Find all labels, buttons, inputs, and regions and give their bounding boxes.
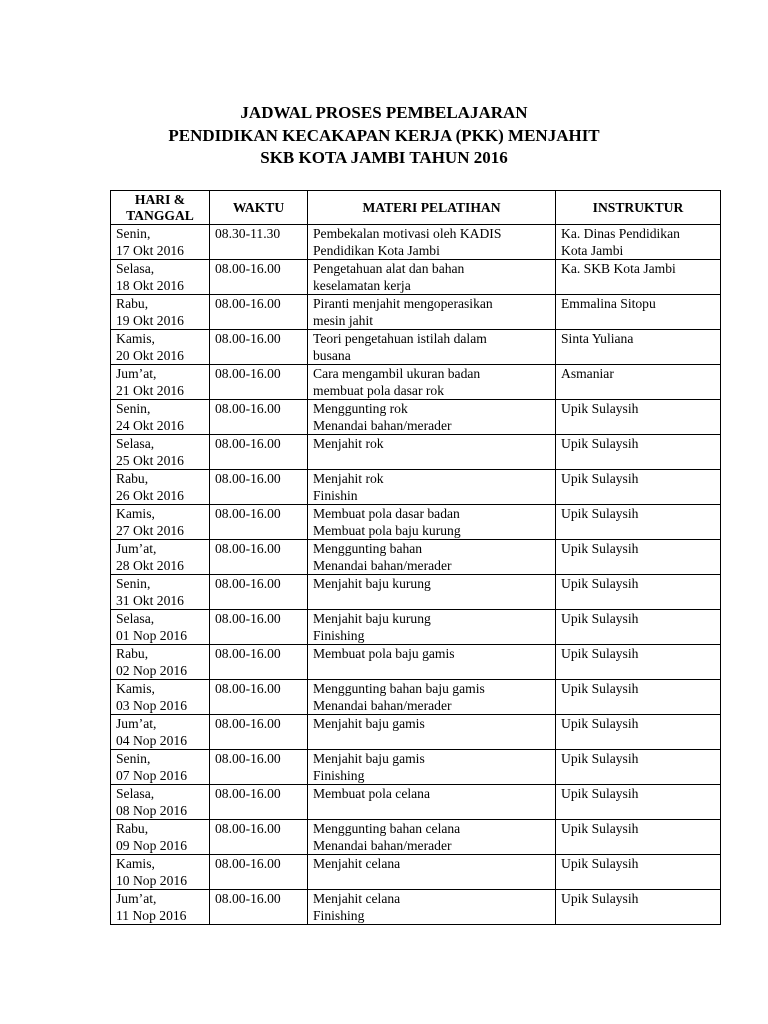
table-row — [111, 750, 721, 785]
instructor-cell — [556, 505, 721, 540]
material-cell — [308, 715, 556, 750]
material-line-2: Menandai bahan/merader — [313, 558, 452, 573]
document-title — [0, 102, 768, 170]
day-date: 20 Okt 2016 — [116, 348, 184, 363]
instructor-cell — [556, 400, 721, 435]
day-date: 09 Nop 2016 — [116, 838, 187, 853]
material-line-1: Pengetahuan alat dan bahan — [313, 261, 465, 276]
day-date: 11 Nop 2016 — [116, 908, 187, 923]
instructor-line-1: Upik Sulaysih — [561, 576, 639, 591]
material-line-1: Menjahit rok — [313, 471, 384, 486]
material-cell — [308, 295, 556, 330]
instructor-line-1: Upik Sulaysih — [561, 471, 639, 486]
material-line-1: Menjahit rok — [313, 436, 384, 451]
instructor-cell — [556, 610, 721, 645]
material-cell — [308, 750, 556, 785]
time-text: 08.00-16.00 — [215, 681, 281, 696]
instructor-line-1: Upik Sulaysih — [561, 436, 639, 451]
day-date: 04 Nop 2016 — [116, 733, 187, 748]
instructor-cell — [556, 680, 721, 715]
instructor-line-1: Upik Sulaysih — [561, 506, 639, 521]
time-cell — [210, 610, 308, 645]
header-time: WAKTU — [210, 191, 308, 225]
day-name: Jum’at, — [116, 891, 157, 906]
time-text: 08.00-16.00 — [215, 366, 281, 381]
day-cell — [111, 435, 210, 470]
material-line-2: keselamatan kerja — [313, 278, 411, 293]
instructor-line-1: Upik Sulaysih — [561, 716, 639, 731]
material-line-1: Menjahit celana — [313, 856, 401, 871]
day-date: 27 Okt 2016 — [116, 523, 184, 538]
instructor-cell — [556, 575, 721, 610]
material-line-1: Menjahit baju kurung — [313, 611, 431, 626]
day-name: Senin, — [116, 751, 151, 766]
time-text: 08.00-16.00 — [215, 576, 281, 591]
time-text: 08.00-16.00 — [215, 506, 281, 521]
day-cell — [111, 575, 210, 610]
time-text: 08.00-16.00 — [215, 471, 281, 486]
instructor-line-1: Emmalina Sitopu — [561, 296, 656, 311]
material-line-2: mesin jahit — [313, 313, 374, 328]
day-name: Kamis, — [116, 856, 155, 871]
day-date: 03 Nop 2016 — [116, 698, 187, 713]
time-cell — [210, 645, 308, 680]
day-date: 02 Nop 2016 — [116, 663, 187, 678]
material-line-1: Membuat pola baju gamis — [313, 646, 455, 661]
material-line-2: Finishing — [313, 768, 365, 783]
time-cell — [210, 470, 308, 505]
time-cell — [210, 715, 308, 750]
material-cell — [308, 435, 556, 470]
table-body — [111, 225, 721, 925]
instructor-line-1: Asmaniar — [561, 366, 614, 381]
table-row — [111, 365, 721, 400]
material-line-1: Menggunting bahan celana — [313, 821, 461, 836]
instructor-cell — [556, 785, 721, 820]
material-line-1: Membuat pola celana — [313, 786, 431, 801]
material-line-2: Membuat pola baju kurung — [313, 523, 461, 538]
time-cell — [210, 890, 308, 925]
title-line-1: JADWAL PROSES PEMBELAJARAN — [240, 103, 528, 122]
time-cell — [210, 785, 308, 820]
instructor-cell — [556, 225, 721, 260]
day-cell — [111, 470, 210, 505]
table-row — [111, 680, 721, 715]
material-line-1: Menjahit baju kurung — [313, 576, 431, 591]
instructor-line-1: Upik Sulaysih — [561, 751, 639, 766]
day-date: 31 Okt 2016 — [116, 593, 184, 608]
table-row — [111, 435, 721, 470]
instructor-cell — [556, 855, 721, 890]
time-text: 08.00-16.00 — [215, 821, 281, 836]
time-cell — [210, 295, 308, 330]
day-cell — [111, 260, 210, 295]
table-row — [111, 820, 721, 855]
material-cell — [308, 400, 556, 435]
time-text: 08.00-16.00 — [215, 751, 281, 766]
time-cell — [210, 575, 308, 610]
day-cell — [111, 505, 210, 540]
instructor-line-1: Ka. SKB Kota Jambi — [561, 261, 676, 276]
day-date: 17 Okt 2016 — [116, 243, 184, 258]
material-cell — [308, 645, 556, 680]
time-text: 08.00-16.00 — [215, 436, 281, 451]
material-line-2: membuat pola dasar rok — [313, 383, 444, 398]
day-name: Kamis, — [116, 331, 155, 346]
day-date: 08 Nop 2016 — [116, 803, 187, 818]
table-row — [111, 645, 721, 680]
material-cell — [308, 470, 556, 505]
day-cell — [111, 365, 210, 400]
time-text: 08.00-16.00 — [215, 541, 281, 556]
table-row — [111, 785, 721, 820]
material-cell — [308, 330, 556, 365]
material-line-1: Menjahit baju gamis — [313, 716, 425, 731]
day-name: Rabu, — [116, 646, 149, 661]
table-header-row — [111, 191, 721, 225]
title-line-3: SKB KOTA JAMBI TAHUN 2016 — [260, 148, 508, 167]
day-date: 07 Nop 2016 — [116, 768, 187, 783]
day-name: Selasa, — [116, 611, 155, 626]
table-row — [111, 890, 721, 925]
material-cell — [308, 575, 556, 610]
time-text: 08.00-16.00 — [215, 891, 281, 906]
material-line-1: Menggunting bahan baju gamis — [313, 681, 485, 696]
table-row — [111, 470, 721, 505]
day-date: 24 Okt 2016 — [116, 418, 184, 433]
day-date: 18 Okt 2016 — [116, 278, 184, 293]
time-text: 08.00-16.00 — [215, 786, 281, 801]
day-cell — [111, 890, 210, 925]
material-line-2: Menandai bahan/merader — [313, 418, 452, 433]
instructor-cell — [556, 890, 721, 925]
material-line-1: Menjahit baju gamis — [313, 751, 425, 766]
table-row — [111, 400, 721, 435]
material-cell — [308, 890, 556, 925]
instructor-line-1: Sinta Yuliana — [561, 331, 634, 346]
instructor-cell — [556, 365, 721, 400]
instructor-line-1: Upik Sulaysih — [561, 646, 639, 661]
material-line-2: Finishing — [313, 908, 365, 923]
time-text: 08.00-16.00 — [215, 716, 281, 731]
time-text: 08.00-16.00 — [215, 646, 281, 661]
material-line-1: Menggunting rok — [313, 401, 408, 416]
instructor-cell — [556, 260, 721, 295]
header-day: HARI & TANGGAL — [111, 191, 210, 225]
time-cell — [210, 400, 308, 435]
time-text: 08.30-11.30 — [215, 226, 281, 241]
instructor-line-1: Upik Sulaysih — [561, 856, 639, 871]
day-name: Selasa, — [116, 436, 155, 451]
table-row — [111, 715, 721, 750]
day-cell — [111, 750, 210, 785]
instructor-line-1: Ka. Dinas Pendidikan — [561, 226, 680, 241]
day-cell — [111, 645, 210, 680]
instructor-line-1: Upik Sulaysih — [561, 611, 639, 626]
day-cell — [111, 330, 210, 365]
day-date: 21 Okt 2016 — [116, 383, 184, 398]
day-cell — [111, 295, 210, 330]
instructor-cell — [556, 820, 721, 855]
material-line-2: Finishin — [313, 488, 358, 503]
table-row — [111, 225, 721, 260]
time-cell — [210, 225, 308, 260]
material-line-2: Menandai bahan/merader — [313, 838, 452, 853]
material-line-1: Menggunting bahan — [313, 541, 423, 556]
day-date: 26 Okt 2016 — [116, 488, 184, 503]
instructor-line-2: Kota Jambi — [561, 243, 624, 258]
day-cell — [111, 715, 210, 750]
time-text: 08.00-16.00 — [215, 856, 281, 871]
material-cell — [308, 785, 556, 820]
time-cell — [210, 680, 308, 715]
table-row — [111, 505, 721, 540]
time-cell — [210, 820, 308, 855]
day-name: Kamis, — [116, 506, 155, 521]
instructor-cell — [556, 330, 721, 365]
day-name: Jum’at, — [116, 366, 157, 381]
instructor-line-1: Upik Sulaysih — [561, 541, 639, 556]
instructor-cell — [556, 715, 721, 750]
day-cell — [111, 680, 210, 715]
day-cell — [111, 225, 210, 260]
time-cell — [210, 260, 308, 295]
time-cell — [210, 855, 308, 890]
day-cell — [111, 820, 210, 855]
day-name: Rabu, — [116, 296, 149, 311]
day-cell — [111, 400, 210, 435]
day-name: Rabu, — [116, 471, 149, 486]
material-line-2: Pendidikan Kota Jambi — [313, 243, 440, 258]
day-name: Jum’at, — [116, 716, 157, 731]
day-cell — [111, 855, 210, 890]
time-text: 08.00-16.00 — [215, 611, 281, 626]
time-cell — [210, 540, 308, 575]
material-line-1: Membuat pola dasar badan — [313, 506, 460, 521]
material-cell — [308, 855, 556, 890]
table-row — [111, 295, 721, 330]
material-cell — [308, 820, 556, 855]
table-row — [111, 575, 721, 610]
table-row — [111, 610, 721, 645]
day-name: Senin, — [116, 226, 151, 241]
day-name: Selasa, — [116, 261, 155, 276]
material-line-1: Cara mengambil ukuran badan — [313, 366, 481, 381]
schedule-table — [110, 190, 721, 925]
instructor-line-1: Upik Sulaysih — [561, 786, 639, 801]
material-line-2: Finishing — [313, 628, 365, 643]
day-name: Senin, — [116, 401, 151, 416]
day-date: 10 Nop 2016 — [116, 873, 187, 888]
header-instructor: INSTRUKTUR — [556, 191, 721, 225]
day-date: 01 Nop 2016 — [116, 628, 187, 643]
material-line-1: Menjahit celana — [313, 891, 401, 906]
table-row — [111, 855, 721, 890]
instructor-cell — [556, 750, 721, 785]
day-cell — [111, 785, 210, 820]
day-name: Rabu, — [116, 821, 149, 836]
time-cell — [210, 505, 308, 540]
material-line-1: Teori pengetahuan istilah dalam — [313, 331, 487, 346]
table-row — [111, 540, 721, 575]
instructor-line-1: Upik Sulaysih — [561, 891, 639, 906]
day-name: Kamis, — [116, 681, 155, 696]
material-cell — [308, 225, 556, 260]
time-cell — [210, 750, 308, 785]
table-row — [111, 260, 721, 295]
material-line-2: Menandai bahan/merader — [313, 698, 452, 713]
material-line-1: Piranti menjahit mengoperasikan — [313, 296, 493, 311]
instructor-line-1: Upik Sulaysih — [561, 401, 639, 416]
material-cell — [308, 680, 556, 715]
instructor-line-1: Upik Sulaysih — [561, 821, 639, 836]
day-date: 28 Okt 2016 — [116, 558, 184, 573]
material-line-1: Pembekalan motivasi oleh KADIS — [313, 226, 502, 241]
time-cell — [210, 330, 308, 365]
day-name: Jum’at, — [116, 541, 157, 556]
instructor-cell — [556, 295, 721, 330]
time-cell — [210, 435, 308, 470]
material-cell — [308, 540, 556, 575]
instructor-cell — [556, 645, 721, 680]
instructor-cell — [556, 470, 721, 505]
table-row — [111, 330, 721, 365]
time-text: 08.00-16.00 — [215, 261, 281, 276]
material-cell — [308, 260, 556, 295]
time-cell — [210, 365, 308, 400]
day-cell — [111, 540, 210, 575]
material-cell — [308, 505, 556, 540]
material-line-2: busana — [313, 348, 351, 363]
day-date: 19 Okt 2016 — [116, 313, 184, 328]
instructor-line-1: Upik Sulaysih — [561, 681, 639, 696]
time-text: 08.00-16.00 — [215, 296, 281, 311]
time-text: 08.00-16.00 — [215, 331, 281, 346]
title-line-2: PENDIDIKAN KECAKAPAN KERJA (PKK) MENJAHIT — [168, 125, 600, 145]
time-text: 08.00-16.00 — [215, 401, 281, 416]
day-name: Senin, — [116, 576, 151, 591]
instructor-cell — [556, 540, 721, 575]
day-name: Selasa, — [116, 786, 155, 801]
material-cell — [308, 610, 556, 645]
day-date: 25 Okt 2016 — [116, 453, 184, 468]
material-cell — [308, 365, 556, 400]
instructor-cell — [556, 435, 721, 470]
day-cell — [111, 610, 210, 645]
header-material: MATERI PELATIHAN — [308, 191, 556, 225]
